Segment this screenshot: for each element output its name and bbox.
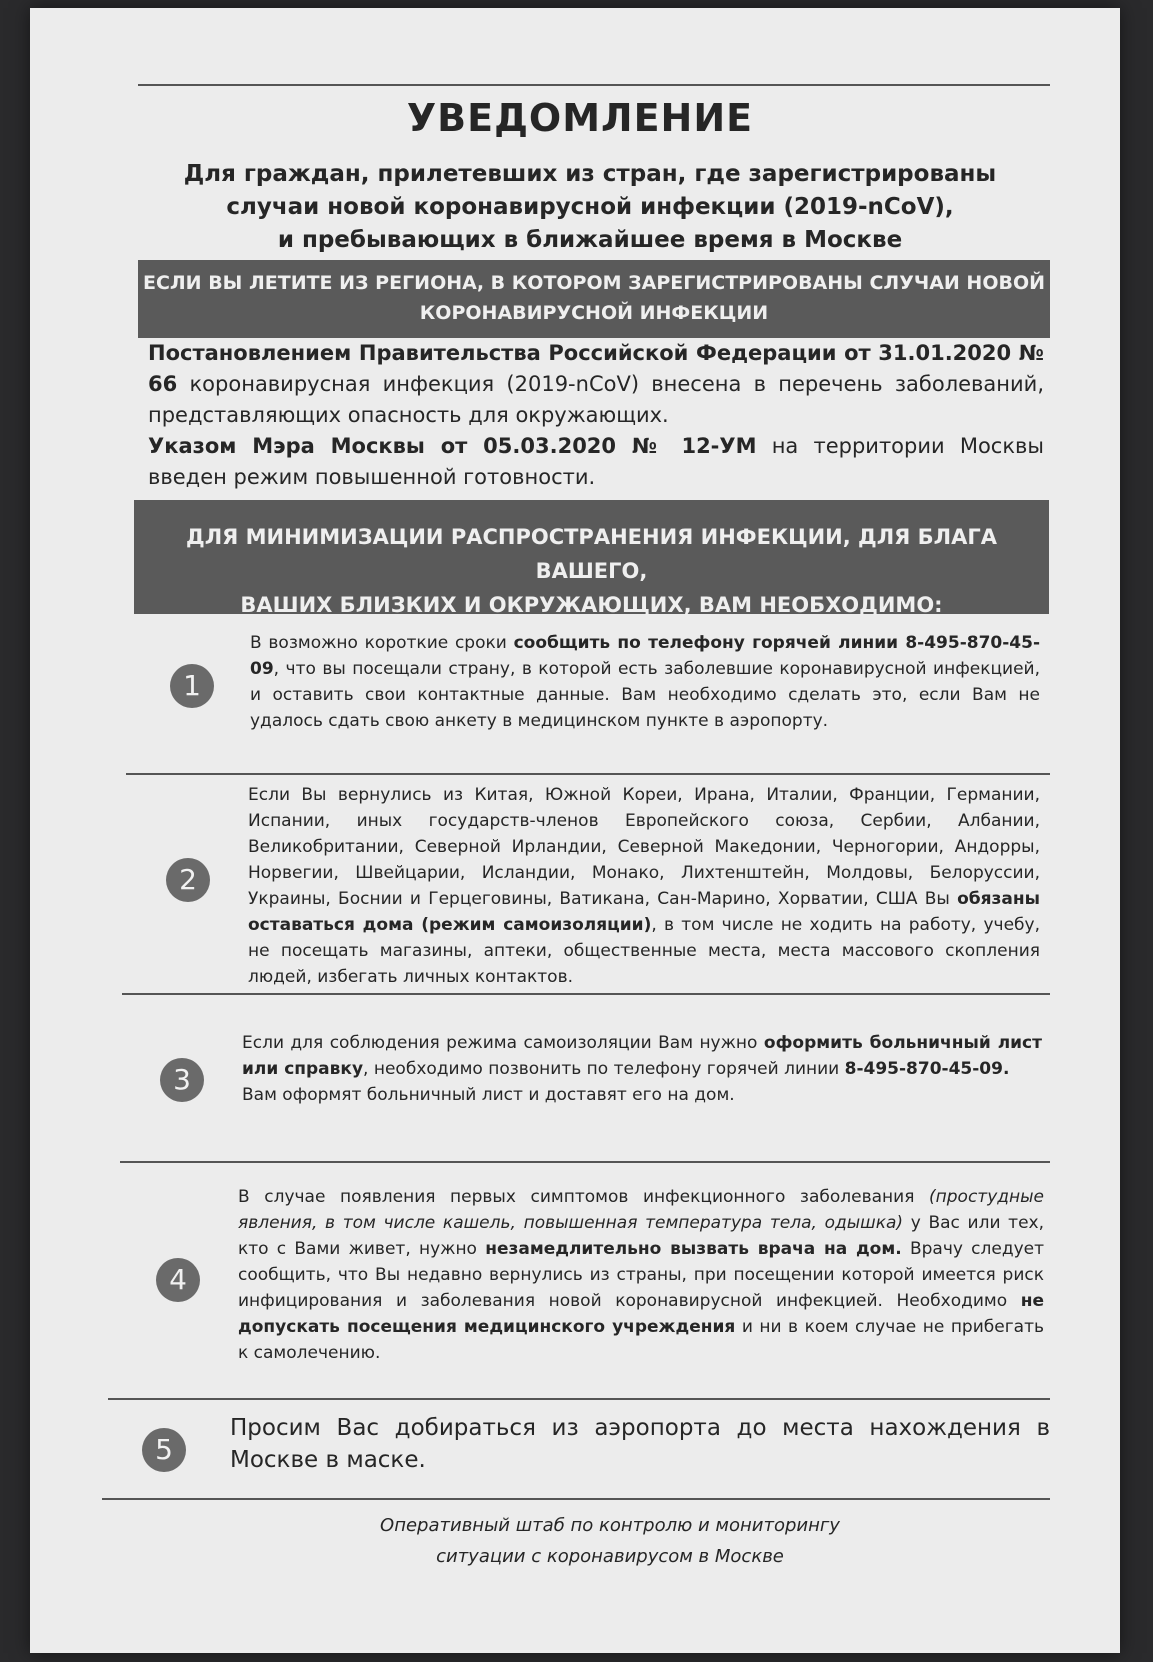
item-text-part: В случае появления первых симптомов инфекционного заболевания <box>238 1187 929 1207</box>
item-text-1 <box>250 630 1040 734</box>
self-isolation-highlight: обязаны оставаться дома (режим самоизоляции) <box>248 889 1040 935</box>
mayor-order-paragraph <box>148 431 1044 493</box>
band-line: ДЛЯ МИНИМИЗАЦИИ РАСПРОСТРАНЕНИЯ ИНФЕКЦИИ, ДЛЯ БЛАГА ВАШЕГО, <box>185 525 997 583</box>
hotline-highlight: сообщить по телефону горячей линии 8-495-870-45-09 <box>250 633 1041 679</box>
notice-sheet <box>30 8 1120 1653</box>
item-text-part: и ни в коем случае не прибегать к самолечению. <box>238 1317 1044 1363</box>
legal-intro <box>148 338 1044 493</box>
decree-text: коронавирусная инфекция (2019-nCoV) внесена в перечень заболеваний, представляющих опасность для окружающих. <box>148 372 1044 427</box>
sick-leave-highlight: оформить больничный лист или справку <box>242 1033 1042 1079</box>
symptoms-italic: (простудные явления, в том числе кашель, повышенная температура тела, одышка) <box>238 1187 1044 1233</box>
item-divider <box>122 993 1050 995</box>
item-text-part: , необходимо позвонить по телефону горячей линии <box>363 1059 845 1079</box>
notice-title: УВЕДОМЛЕНИЕ <box>406 96 754 140</box>
region-warning-band <box>138 260 1050 338</box>
item-number-1: 1 <box>170 664 214 708</box>
item-text-part: Вам оформят больничный лист и доставят его на дом. <box>242 1085 735 1105</box>
band-line: КОРОНАВИРУСНОЙ ИНФЕКЦИИ <box>419 302 769 324</box>
item-divider <box>126 773 1050 775</box>
item-text-part: , что вы посещали страну, в которой есть заболевшие коронавирусной инфекцией, и оставить свои контактные данные. Вам необходимо сделать это, если Вам не удалось сдать свою анкету в медицинском пункте в аэропорту. <box>250 659 1040 731</box>
subtitle-line: Для граждан, прилетевших из стран, где зарегистрированы <box>183 161 997 187</box>
hotline-highlight: 8-495-870-45-09. <box>844 1059 1010 1079</box>
item-number-5: 5 <box>142 1428 186 1472</box>
notice-subtitle <box>150 158 1030 257</box>
mayor-order-reference: Указом Мэра Москвы от 05.03.2020 № 12-УМ <box>148 434 757 458</box>
band-line: ЕСЛИ ВЫ ЛЕТИТЕ ИЗ РЕГИОНА, В КОТОРОМ ЗАРЕГИСТРИРОВАНЫ СЛУЧАИ НОВОЙ <box>142 272 1046 294</box>
decree-paragraph <box>148 338 1044 431</box>
item-text-3 <box>242 1030 1042 1108</box>
item-text-part: Если для соблюдения режима самоизоляции Вам нужно <box>242 1033 764 1053</box>
mayor-order-text: на территории Москвы введен режим повышенной готовности. <box>148 434 1044 489</box>
item-text-part: Врачу следует сообщить, что Вы недавно вернулись из страны, при посещении которой имеется риск инфицирования и заболевания новой коронавирусной инфекцией. Необходимо <box>238 1239 1045 1311</box>
decree-reference: Постановлением Правительства Российской Федерации от 31.01.2020 № 66 <box>148 341 1044 396</box>
bottom-rule <box>102 1498 1050 1500</box>
item-text-2 <box>248 782 1040 990</box>
item-text-part: В возможно короткие сроки <box>250 633 514 653</box>
item-number-4: 4 <box>156 1258 200 1302</box>
call-doctor-highlight: незамедлительно вызвать врача на дом. <box>485 1239 902 1259</box>
item-text-5 <box>230 1412 1050 1476</box>
item-text-part: Просим Вас добираться из аэропорта до места нахождения в Москве в маске. <box>230 1415 1050 1473</box>
item-number-2: 2 <box>166 858 210 902</box>
subtitle-line: и пребывающих в ближайшее время в Москве <box>277 227 903 253</box>
item-divider <box>108 1398 1050 1400</box>
item-text-part: Если Вы вернулись из Китая, Южной Кореи, Ирана, Италии, Франции, Германии, Испании, иных государств-членов Европейского союза, Сербии, Албании, Великобритании, Северной Ирландии, Северной Македонии, Черногории, Андорры, Норвегии, Швейцарии, Исландии, Монако, Лихтенштейн, Молдовы, Белоруссии, Украины, Боснии и Герцеговины, Ватикана, Сан-Марино, Хорватии, США Вы <box>248 785 1040 909</box>
instructions-band <box>134 500 1049 617</box>
subtitle-line: случаи новой коронавирусной инфекции (2019-nCoV), <box>226 194 954 220</box>
item-text-part: у Вас или тех, кто с Вами живет, нужно <box>238 1213 1044 1259</box>
item-text-4 <box>238 1184 1044 1366</box>
no-clinic-visit-highlight: не допускать посещения медицинского учреждения <box>238 1291 1044 1337</box>
footer-signature <box>330 1510 890 1572</box>
footer-line: Оперативный штаб по контролю и мониторингу <box>380 1515 840 1536</box>
item-text-part: , в том числе не ходить на работу, учебу, не посещать магазины, аптеки, общественные места, места массового скопления людей, избегать личных контактов. <box>248 915 1040 987</box>
footer-line: ситуации с коронавирусом в Москве <box>436 1546 784 1567</box>
top-rule <box>138 84 1050 86</box>
item-divider <box>120 1161 1050 1163</box>
band-line: ВАШИХ БЛИЗКИХ И ОКРУЖАЮЩИХ, ВАМ НЕОБХОДИМО: <box>240 593 943 617</box>
item-number-3: 3 <box>160 1058 204 1102</box>
